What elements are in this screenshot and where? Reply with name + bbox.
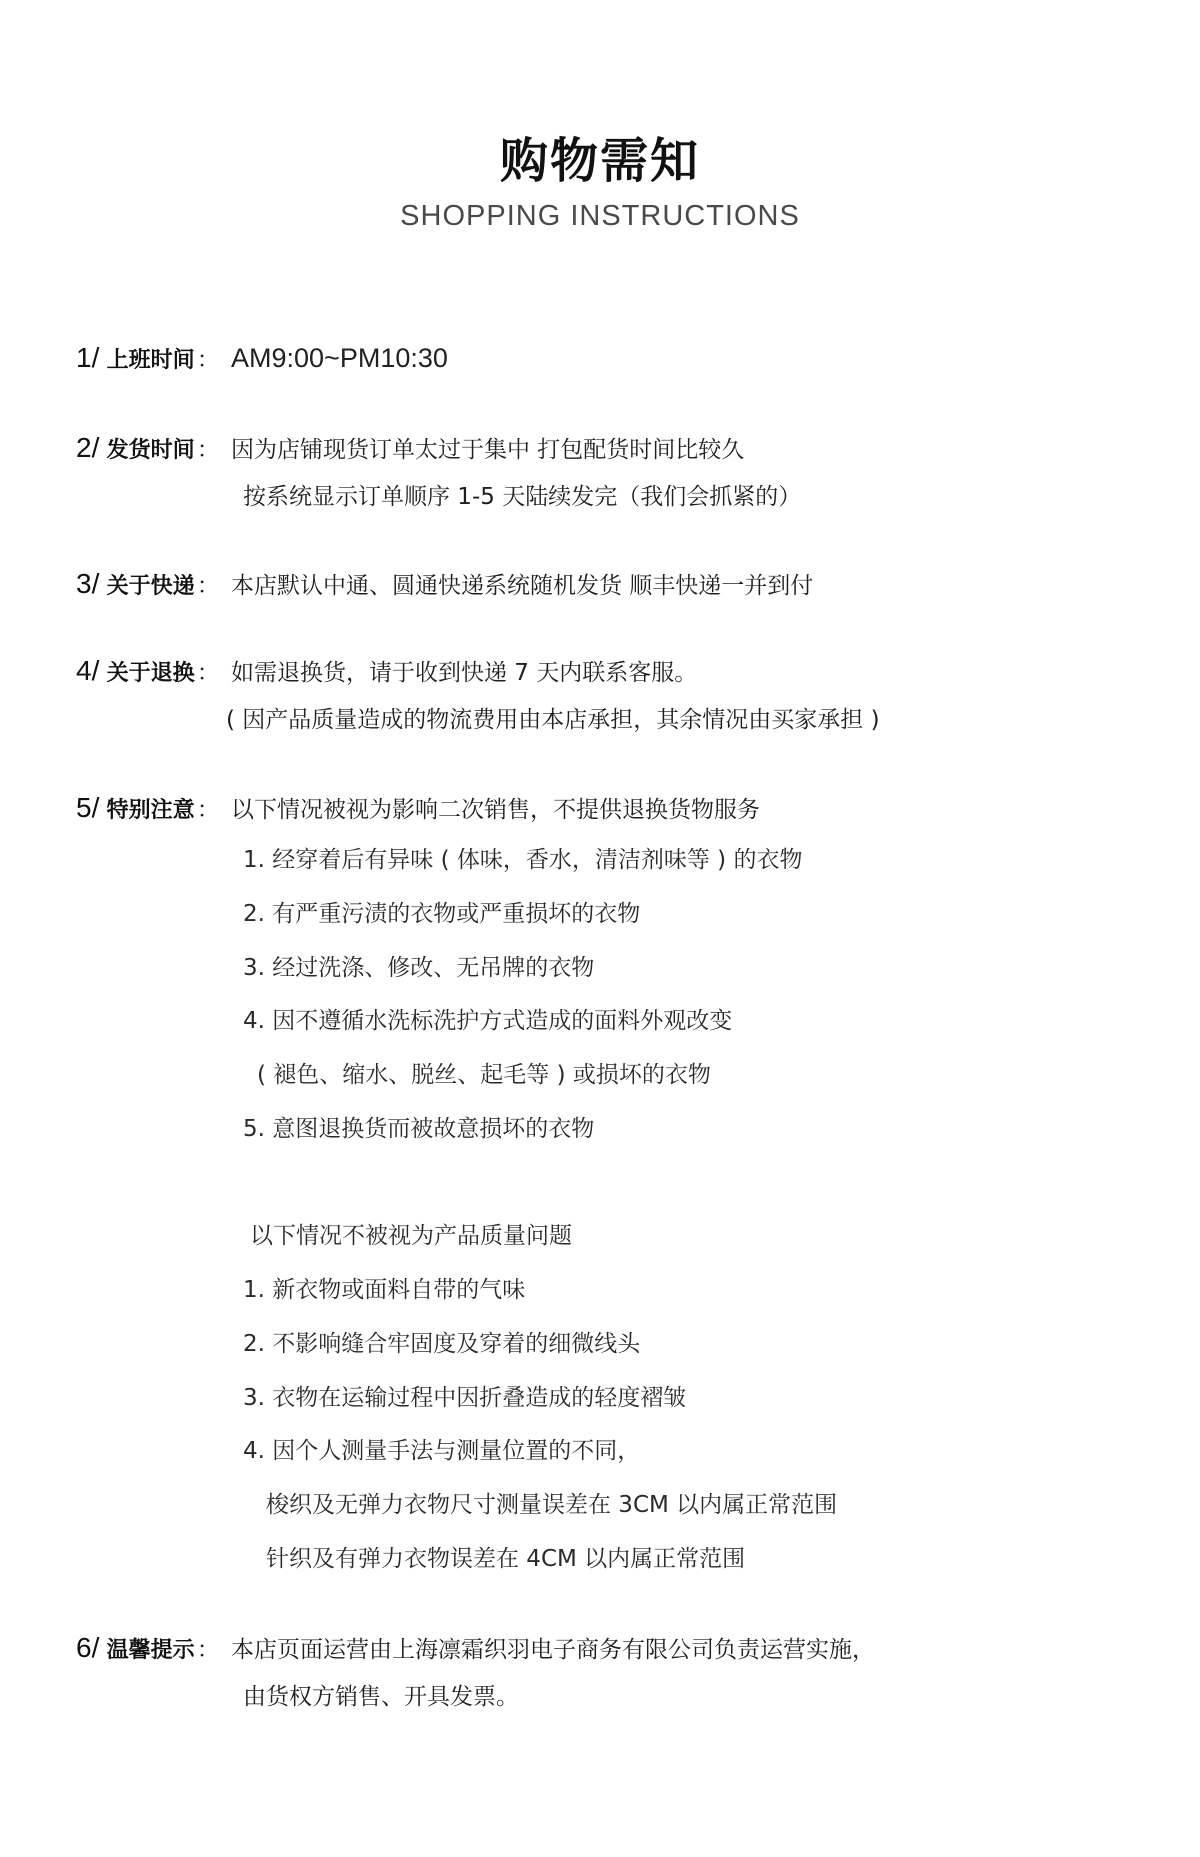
section-number: 5/ [76,792,100,823]
sub-heading: 以下情况不被视为产品质量问题 [250,1223,572,1249]
section-2-line-2: 按系统显示订单顺序 1-5 天陆续发完（我们会抓紧的） [243,484,802,510]
section-colon: ： [196,797,220,823]
section-number: 4/ [76,655,100,686]
list-item: 针织及有弹力衣物误差在 4CM 以内属正常范围 [266,1546,746,1572]
section-1-heading [76,343,448,376]
section-2-heading [76,433,744,466]
section-label: 关于退换 [106,661,195,686]
section-text: 本店默认中通、圆通快递系统随机发货 顺丰快递一并到付 [231,573,814,599]
section-label: 温馨提示 [106,1638,195,1663]
list-item: 1. 新衣物或面料自带的气味 [243,1277,526,1303]
list-item: 2. 有严重污渍的衣物或严重损坏的衣物 [243,901,641,927]
section-4-heading [76,656,697,689]
section-6-heading [76,1633,875,1666]
list-item: 梭织及无弹力衣物尺寸测量误差在 3CM 以内属正常范围 [266,1492,838,1518]
list-item: 2. 不影响缝合牢固度及穿着的细微线头 [243,1331,641,1357]
section-label: 特别注意 [106,798,195,823]
section-colon: ： [196,573,220,599]
page-title: 购物需知 [499,133,700,189]
section-4-line-2: ( 因产品质量造成的物流费用由本店承担，其余情况由买家承担 ) [226,707,880,733]
section-label: 上班时间 [106,348,195,373]
section-text: 以下情况被视为影响二次销售，不提供退换货物服务 [231,797,760,823]
list-item: 5. 意图退换货而被故意损坏的衣物 [243,1116,595,1142]
section-label: 关于快递 [106,574,195,599]
list-item: 4. 因不遵循水洗标洗护方式造成的面料外观改变 [243,1008,733,1034]
page-subtitle: SHOPPING INSTRUCTIONS [400,200,800,232]
section-number: 1/ [76,342,100,373]
section-5-heading [76,793,760,826]
section-colon: ： [196,437,220,463]
section-3-heading [76,569,813,602]
list-item: 3. 衣物在运输过程中因折叠造成的轻度褶皱 [243,1385,687,1411]
list-item: 1. 经穿着后有异味 ( 体味，香水，清洁剂味等 ) 的衣物 [243,847,803,873]
section-colon: ： [196,347,220,373]
section-number: 3/ [76,568,100,599]
working-hours-value: AM9:00~PM10:30 [231,343,448,373]
list-item: ( 褪色、缩水、脱丝、起毛等 ) 或损坏的衣物 [257,1062,711,1088]
section-number: 6/ [76,1632,100,1663]
list-item: 3. 经过洗涤、修改、无吊牌的衣物 [243,955,595,981]
section-label: 发货时间 [106,438,195,463]
section-text: 本店页面运营由上海凛霜织羽电子商务有限公司负责运营实施， [231,1637,875,1663]
list-item: 4. 因个人测量手法与测量位置的不同， [243,1438,641,1464]
section-colon: ： [196,660,220,686]
section-colon: ： [196,1637,220,1663]
section-text: 如需退换货，请于收到快递 7 天内联系客服。 [231,660,698,686]
section-number: 2/ [76,432,100,463]
section-text: 因为店铺现货订单太过于集中 打包配货时间比较久 [231,437,745,463]
section-6-line-2: 由货权方销售、开具发票。 [243,1684,519,1710]
